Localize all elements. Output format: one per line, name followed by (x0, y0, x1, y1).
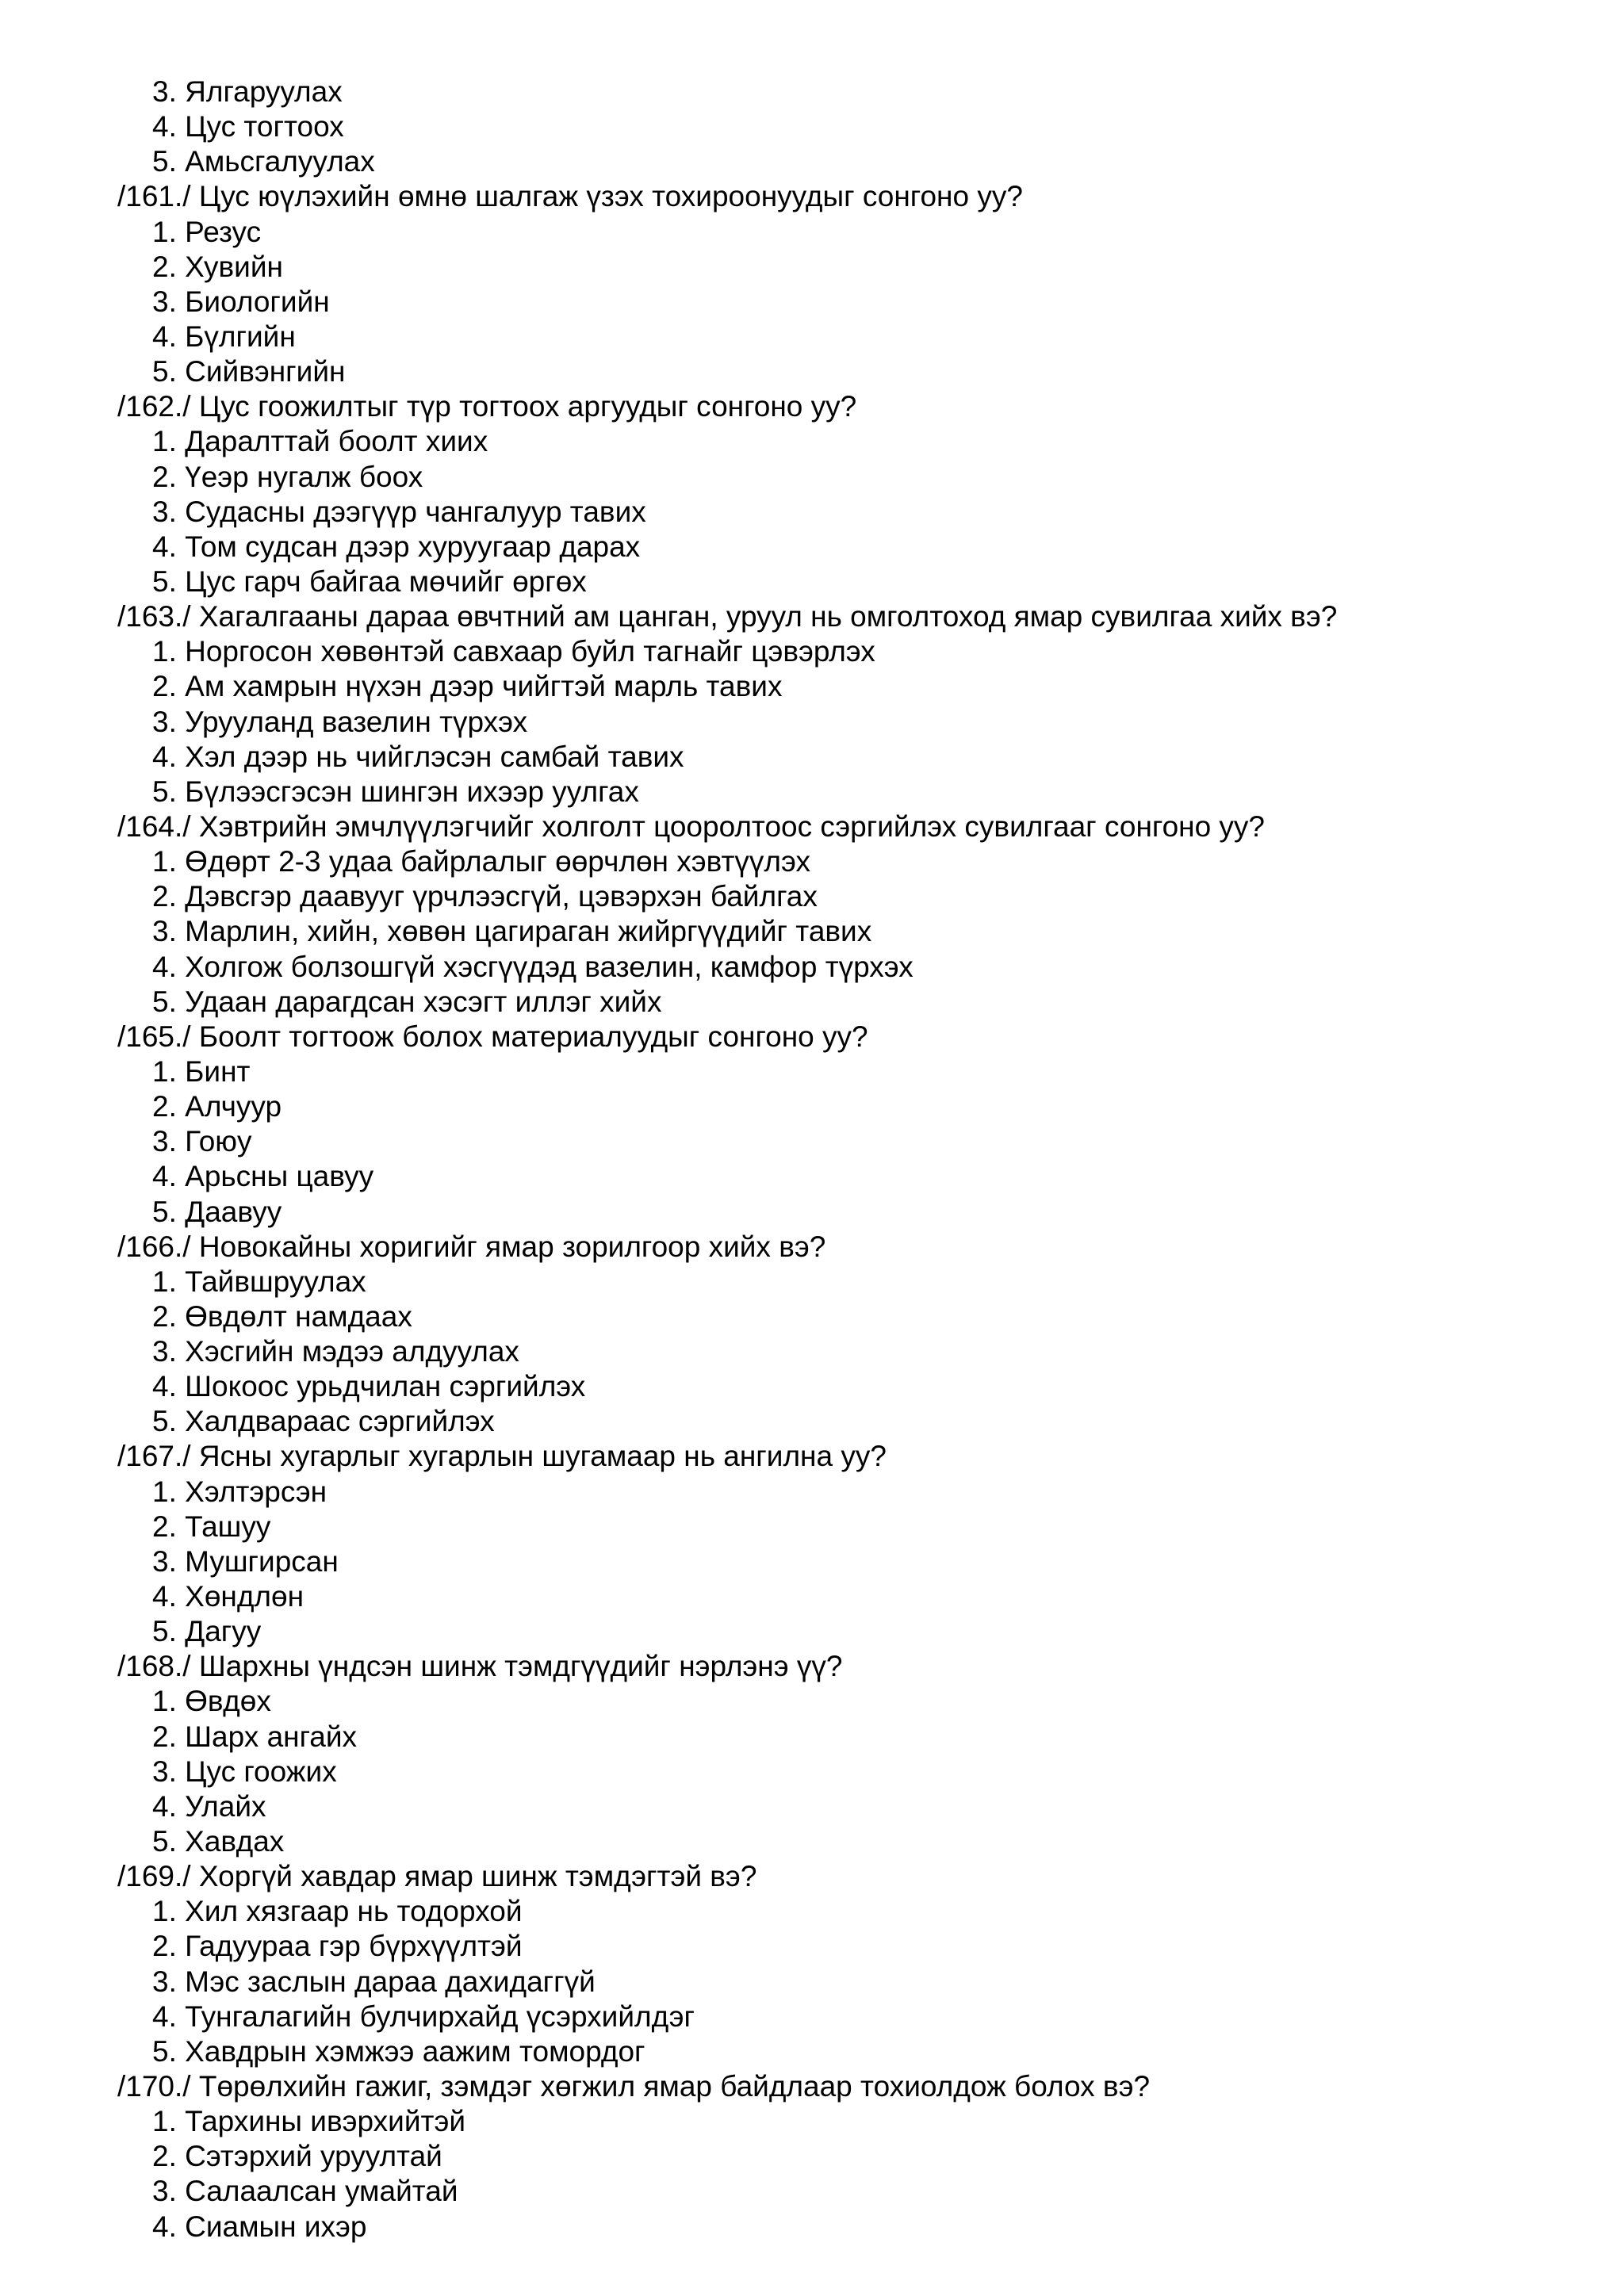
answer-option: 3. Мушгирсан (152, 1544, 339, 1578)
answer-option: 3. Салаалсан умайтай (152, 2175, 458, 2208)
question-text: /163./ Хагалгааны дараа өвчтний ам цанган, уруул нь омголтоход ямар сувилгаа хийх вэ? (117, 600, 1338, 633)
question-list (117, 75, 1584, 2244)
answer-option: 4. Улайх (152, 1789, 266, 1823)
answer-option: 4. Хөндлөн (152, 1580, 304, 1613)
answer-option: 5. Цус гарч байгаа мөчийг өргөх (152, 564, 587, 598)
question-text: /169./ Хоргүй хавдар ямар шинж тэмдэгтэй вэ? (117, 1860, 757, 1893)
answer-option: 1. Бинт (152, 1054, 251, 1088)
answer-option: 3. Марлин, хийн, хөвөн цагираган жийргүүдийг тавих (152, 915, 872, 948)
answer-option: 3. Биологийн (152, 285, 330, 318)
answer-option: 1. Хэлтэрсэн (152, 1475, 327, 1508)
answer-option: 4. Шокоос урьдчилан сэргийлэх (152, 1370, 586, 1403)
answer-option: 5. Дагуу (152, 1615, 262, 1648)
answer-option: 5. Халдвараас сэргийлэх (152, 1405, 495, 1438)
answer-option: 2. Сэтэрхий уруултай (152, 2140, 442, 2173)
answer-option: 4. Хэл дээр нь чийглэсэн самбай тавих (152, 740, 684, 773)
answer-option: 5. Бүлээсгэсэн шингэн ихээр уулгах (152, 775, 639, 808)
answer-option: 2. Ам хамрын нүхэн дээр чийгтэй марль тавих (152, 670, 783, 703)
question-text: /161./ Цус юүлэхийн өмнө шалгаж үзэх тохироонуудыг сонгоно уу? (117, 180, 1023, 213)
answer-option: 3. Хэсгийн мэдээ алдуулах (152, 1335, 519, 1368)
answer-option: 5. Хавдрын хэмжээ аажим томордог (152, 2034, 645, 2068)
answer-option: 1. Хил хязгаар нь тодорхой (152, 1895, 523, 1928)
question-text: /166./ Новокайны хоригийг ямар зорилгоор хийх вэ? (117, 1230, 826, 1263)
answer-option: 2. Алчуур (152, 1090, 282, 1123)
answer-option: 1. Тархины ивэрхийтэй (152, 2105, 465, 2138)
answer-option: 5. Амьсгалуулах (152, 145, 375, 178)
answer-option: 3. Судасны дээгүүр чангалуур тавих (152, 495, 646, 528)
answer-option: 1. Норгосон хөвөнтэй савхаар буйл тагнайг цэвэрлэх (152, 635, 875, 668)
answer-option: 3. Гоюу (152, 1125, 252, 1158)
answer-option: 2. Гадуураа гэр бүрхүүлтэй (152, 1930, 523, 1963)
answer-option: 5. Сийвэнгийн (152, 355, 346, 388)
answer-option: 3. Мэс заслын дараа дахидаггүй (152, 1965, 596, 1998)
answer-option: 4. Бүлгийн (152, 320, 296, 353)
answer-option: 3. Урууланд вазелин түрхэх (152, 705, 528, 738)
answer-option: 1. Өвдөх (152, 1685, 271, 1718)
answer-option: 5. Даавуу (152, 1195, 282, 1228)
answer-option: 2. Үеэр нугалж боох (152, 460, 423, 493)
question-text: /162./ Цус гоожилтыг түр тогтоох аргуудыг сонгоно уу? (117, 390, 857, 423)
question-text: /164./ Хэвтрийн эмчлүүлэгчийг холголт цооролтоос сэргийлэх сувилгааг сонгоно уу? (117, 809, 1266, 843)
question-text: /168./ Шархны үндсэн шинж тэмдгүүдийг нэрлэнэ үү? (117, 1650, 843, 1683)
answer-option: 3. Цус гоожих (152, 1755, 337, 1788)
answer-option: 4. Сиамын ихэр (152, 2210, 367, 2243)
answer-option: 2. Ташуу (152, 1510, 271, 1543)
answer-option: 2. Шарх ангайх (152, 1720, 358, 1753)
answer-option: 4. Тунгалагийн булчирхайд үсэрхийлдэг (152, 1999, 695, 2033)
question-text: /165./ Боолт тогтоож болох материалуудыг сонгоно уу? (117, 1020, 868, 1053)
question-text: /167./ Ясны хугарлыг хугарлын шугамаар нь ангилна уу? (117, 1440, 887, 1473)
answer-option: 2. Өвдөлт намдаах (152, 1299, 412, 1333)
answer-option: 3. Ялгаруулах (152, 75, 343, 108)
answer-option: 1. Тайвшруулах (152, 1265, 366, 1298)
question-text: /170./ Төрөлхийн гажиг, зэмдэг хөгжил ямар байдлаар тохиолдож болох вэ? (117, 2070, 1151, 2103)
answer-option: 5. Удаан дарагдсан хэсэгт иллэг хийх (152, 985, 662, 1018)
answer-option: 4. Арьсны цавуу (152, 1160, 374, 1193)
answer-option: 2. Хувийн (152, 250, 283, 283)
answer-option: 5. Хавдах (152, 1825, 285, 1858)
answer-option: 4. Цус тогтоох (152, 110, 344, 144)
answer-option: 1. Резус (152, 215, 262, 248)
answer-option: 1. Өдөрт 2-3 удаа байрлалыг өөрчлөн хэвтүүлэх (152, 845, 810, 878)
answer-option: 2. Дэвсгэр даавууг үрчлээсгүй, цэвэрхэн байлгах (152, 880, 818, 913)
answer-option: 4. Том судсан дээр хуруугаар дарах (152, 530, 641, 563)
answer-option: 4. Холгож болзошгүй хэсгүүдэд вазелин, камфор түрхэх (152, 950, 914, 983)
answer-option: 1. Даралттай боолт хиих (152, 425, 488, 458)
